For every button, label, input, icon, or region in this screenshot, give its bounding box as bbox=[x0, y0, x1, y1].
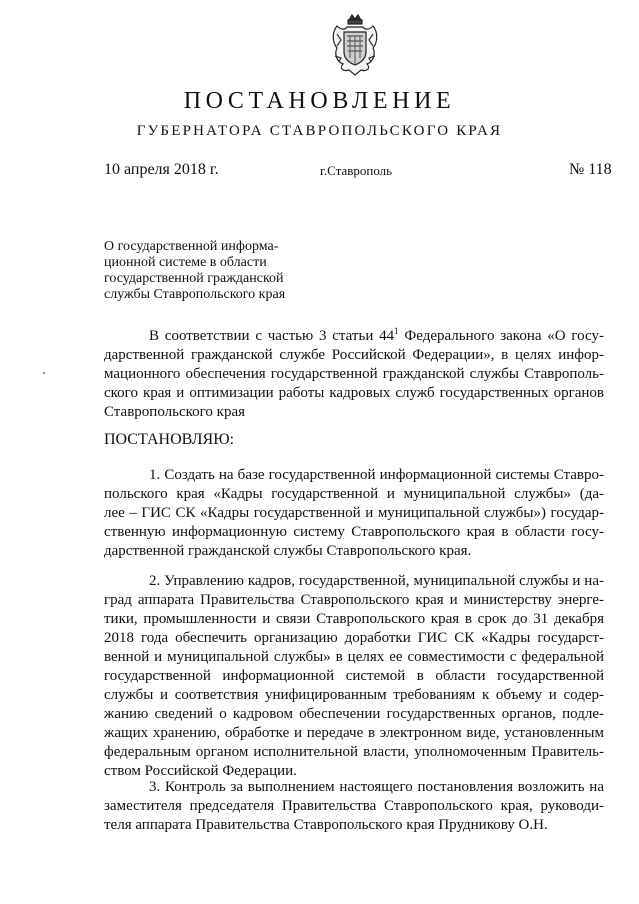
paragraph-line: ского края и оптимизации работы кадровых служб государственных органов bbox=[104, 385, 604, 401]
paragraph-line: дарственной гражданской службы Ставропольского края. bbox=[104, 543, 472, 559]
paragraph-text: Федерального закона «О госу- bbox=[398, 328, 605, 344]
document-title: ПОСТАНОВЛЕНИЕ bbox=[183, 88, 456, 114]
paragraph-line: ственную информационную систему Ставропольского края в области госу- bbox=[104, 524, 604, 540]
paragraph-line: град аппарата Правительства Ставропольского края и министерству энерге- bbox=[104, 592, 604, 608]
paragraph-line: государственной информационной системой в области государственной bbox=[104, 668, 604, 684]
paragraph-line: жанию сведений о кадровом обеспечении государственных органов, подле- bbox=[104, 706, 604, 722]
document-subtitle: ГУБЕРНАТОРА СТАВРОПОЛЬСКОГО КРАЯ bbox=[136, 123, 503, 139]
paragraph-line: Ставропольского края bbox=[104, 404, 245, 420]
paragraph-line: жащих хранению, обработке и передаче в электронном виде, установленным bbox=[104, 725, 604, 741]
paragraph-line: тики, промышленности и связи Ставропольского края в срок до 31 декабря bbox=[104, 611, 604, 627]
paragraph-line: 2. Управлению кадров, государственной, муниципальной службы и на- bbox=[149, 573, 604, 589]
coat-of-arms-icon bbox=[329, 12, 381, 78]
paragraph-line: заместителя председателя Правительства Ставропольского края, руководи- bbox=[104, 798, 604, 814]
paragraph-line bbox=[104, 327, 604, 346]
scan-speck bbox=[43, 372, 45, 374]
item-1-paragraph bbox=[104, 466, 604, 561]
paragraph-line: ством Российской Федерации. bbox=[104, 763, 297, 779]
paragraph-line: 1. Создать на базе государственной информационной системы Ставро- bbox=[149, 467, 604, 483]
paragraph-text: В соответствии с частью 3 статьи 44 bbox=[149, 328, 395, 344]
paragraph-line: 3. Контроль за выполнением настоящего постановления возложить на bbox=[149, 779, 604, 795]
paragraph-line: 2018 года обеспечить организацию доработки ГИС СК «Кадры государст- bbox=[104, 630, 604, 646]
paragraph-line: федеральным органом исполнительной власти, уполномоченным Правитель- bbox=[104, 744, 604, 760]
subject-line: службы Ставропольского края bbox=[104, 287, 286, 302]
document-date: 10 апреля 2018 г. bbox=[104, 161, 219, 178]
document-city: г.Ставрополь bbox=[320, 163, 393, 178]
paragraph-line: мационного обеспечения государственной гражданской службы Ставрополь- bbox=[104, 366, 604, 382]
subject-line: О государственной информа- bbox=[104, 239, 279, 254]
subject-line: государственной гражданской bbox=[104, 271, 284, 286]
item-3-paragraph bbox=[104, 778, 604, 835]
item-2-paragraph bbox=[104, 572, 604, 781]
decree-word: ПОСТАНОВЛЯЮ: bbox=[104, 431, 235, 448]
document-subject bbox=[104, 239, 314, 303]
paragraph-line: дарственной гражданской службе Российской Федерации», в целях инфор- bbox=[104, 347, 604, 363]
paragraph-line: венной и муниципальной службы» в целях ее совместимости с федеральной bbox=[104, 649, 604, 665]
paragraph-line: службы и соответствия унифицированным требованиям к объему и содер- bbox=[104, 687, 604, 703]
document-number: № 118 bbox=[569, 161, 612, 178]
paragraph-line: польского края «Кадры государственной и муниципальной службы» (да- bbox=[104, 486, 604, 502]
subject-line: ционной системе в области bbox=[104, 255, 267, 270]
paragraph-line: лее – ГИС СК «Кадры государственной и муниципальной службы») государ- bbox=[104, 505, 604, 521]
preamble-paragraph bbox=[104, 327, 604, 422]
paragraph-line: теля аппарата Правительства Ставропольского края Прудникову О.Н. bbox=[104, 817, 548, 833]
superscript: 1 bbox=[394, 326, 399, 336]
